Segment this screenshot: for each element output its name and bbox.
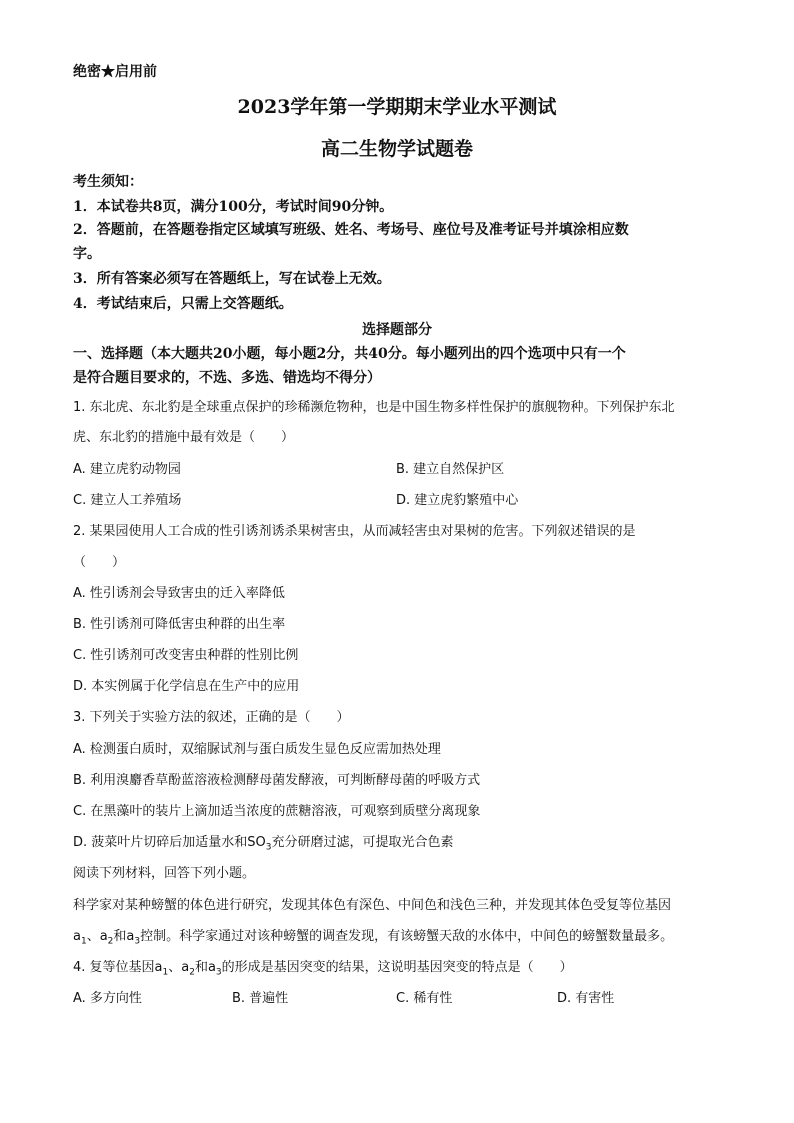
q4-option-a: A. 多方向性 (73, 991, 142, 1006)
q4-option-d: D. 有害性 (557, 991, 615, 1006)
exam-subtitle: 高二生物学试题卷 (320, 138, 473, 160)
material-sub-1: 1 (80, 936, 87, 947)
q3-option-d-subscript: 3 (265, 842, 272, 853)
q4-text-2: 、a (168, 960, 190, 975)
q2-option-b: B. 性引诱剂可降低害虫种群的出生率 (73, 617, 286, 632)
q4-stem (73, 960, 573, 976)
q2-stem-line-1: 2. 某果园使用人工合成的性引诱剂诱杀果树害虫，从而减轻害虫对果树的危害。下列叙述错误的是 (73, 524, 636, 539)
q2-option-c: C. 性引诱剂可改变害虫种群的性别比例 (73, 648, 299, 663)
notice-item-1: 1．本试卷共8页，满分100分，考试时间90分钟。 (73, 199, 394, 215)
q1-option-c: C. 建立人工养殖场 (73, 493, 182, 508)
material-text-b: 、a (86, 929, 108, 944)
q4-text-3: 和a (194, 960, 216, 975)
notice-heading: 考生须知： (73, 174, 143, 190)
material-line-1: 科学家对某种螃蟹的体色进行研究，发现其体色有深色、中间色和浅色三种，并发现其体色受复等位基因 (73, 898, 672, 913)
q1-option-d: D. 建立虎豹繁殖中心 (396, 493, 519, 508)
q3-option-d (73, 835, 454, 851)
material-sub-3: 3 (134, 936, 141, 947)
section-instructions-line-1: 一、选择题（本大题共20小题，每小题2分，共40分。每小题列出的四个选项中只有一个 (73, 346, 626, 362)
notice-item-2-line-2: 字。 (73, 246, 101, 262)
q4-option-c: C. 稀有性 (396, 991, 453, 1006)
material-intro: 阅读下列材料，回答下列小题。 (73, 866, 256, 881)
notice-item-2-line-1: 2．答题前，在答题卷指定区域填写班级、姓名、考场号、座位号及准考证号并填涂相应数 (73, 222, 629, 238)
q3-option-d-text-1: D. 菠菜叶片切碎后加适量水和SO (73, 835, 266, 850)
q4-sub-2: 2 (189, 967, 195, 978)
material-line-2 (73, 929, 673, 945)
q3-option-d-text-2: 充分研磨过滤，可提取光合色素 (271, 835, 454, 850)
q1-option-a: A. 建立虎豹动物园 (73, 462, 181, 477)
q3-stem: 3. 下列关于实验方法的叙述，正确的是（ ） (73, 710, 350, 725)
q2-option-d: D. 本实例属于化学信息在生产中的应用 (73, 679, 300, 694)
q3-option-c: C. 在黑藻叶的装片上滴加适当浓度的蔗糖溶液，可观察到质壁分离现象 (73, 804, 481, 819)
q4-text-1: 4. 复等位基因a (73, 960, 163, 975)
notice-item-3: 3．所有答案必须写在答题纸上，写在试卷上无效。 (73, 271, 391, 287)
section-instructions-line-2: 是符合题目要求的，不选、多选、错选均不得分） (73, 370, 381, 386)
section-title: 选择题部分 (362, 322, 432, 338)
q2-stem-line-2: （ ） (73, 555, 126, 570)
confidential-label: 绝密★启用前 (73, 64, 157, 80)
material-text-d: 控制。科学家通过对该种螃蟹的调查发现，有该螃蟹天敌的水体中，中间色的螃蟹数量最多。 (140, 929, 674, 944)
material-text-c: 和a (113, 929, 135, 944)
q3-option-b: B. 利用溴麝香草酚蓝溶液检测酵母菌发酵液，可判断酵母菌的呼吸方式 (73, 773, 481, 788)
q4-option-b: B. 普遍性 (232, 991, 289, 1006)
q4-sub-1: 1 (162, 967, 169, 978)
notice-item-4: 4．考试结束后，只需上交答题纸。 (73, 296, 293, 312)
q1-option-b: B. 建立自然保护区 (396, 462, 505, 477)
q1-stem-line-2: 虎、东北豹的措施中最有效是（ ） (73, 430, 295, 445)
q2-option-a: A. 性引诱剂会导致害虫的迁入率降低 (73, 586, 285, 601)
material-text-a: a (73, 929, 81, 944)
material-sub-2: 2 (107, 936, 114, 947)
exam-title: 2023学年第一学期期末学业水平测试 (237, 96, 557, 118)
q3-option-a: A. 检测蛋白质时，双缩脲试剂与蛋白质发生显色反应需加热处理 (73, 742, 441, 757)
q1-stem-line-1: 1. 东北虎、东北豹是全球重点保护的珍稀濒危物种，也是中国生物多样性保护的旗舰物种。下列保护东北 (73, 400, 675, 415)
q4-sub-3: 3 (215, 967, 222, 978)
q4-text-4: 的形成是基因突变的结果，这说明基因突变的特点是（ ） (221, 960, 573, 975)
